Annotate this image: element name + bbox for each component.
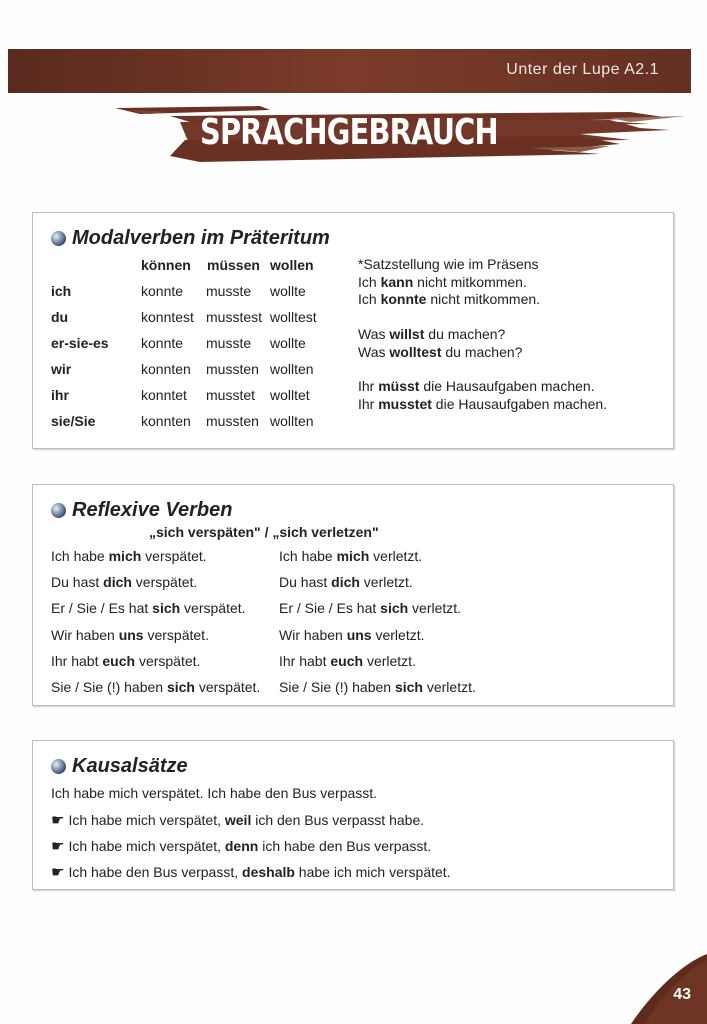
pronoun: sie/Sie [51,413,96,429]
pronoun: ich [51,283,72,299]
reflexive-line: Er / Sie / Es hat sich verspätet. [51,600,246,616]
pronoun: er-sie-es [51,335,109,351]
causal-line: ☛ Ich habe mich verspätet, weil ich den Bus verpasst habe. [51,812,425,829]
pointing-hand-icon: ☛ [51,838,65,855]
pronoun: ihr [51,387,69,403]
col-header: wollen [270,257,314,273]
example-line: Ich konnte nicht mitkommen. [358,291,541,307]
causal-heading-text: Kausalsätze [72,755,188,777]
modal-heading-text: Modalverben im Präteritum [72,227,330,249]
pointing-hand-icon: ☛ [51,812,65,829]
verb-form: musstet [206,387,256,403]
verb-form: wolltest [270,309,317,325]
example-line: Was wolltest du machen? [358,344,523,360]
reflexive-line: Ihr habt euch verletzt. [279,653,416,669]
verb-form: musstest [206,309,263,325]
reflexive-line: Sie / Sie (!) haben sich verletzt. [279,679,476,695]
verb-form: musste [206,283,252,299]
causal-line: ☛ Ich habe mich verspätet, denn ich habe den Bus verpasst. [51,838,432,855]
reflexive-line: Wir haben uns verletzt. [279,627,425,643]
verb-form: mussten [206,361,259,377]
verb-form: konntest [141,309,194,325]
modal-heading [51,227,330,250]
example-line: Ihr musstet die Hausaufgaben machen. [358,396,608,412]
modal-verbs-box [32,212,674,449]
reflexive-heading-text: Reflexive Verben [72,499,233,521]
bullet-icon [51,503,66,518]
verb-form: wollten [270,361,314,377]
verb-form: wollten [270,413,314,429]
causal-clauses-box [32,740,674,890]
header-bar [8,49,691,93]
title-banner [110,100,690,170]
page-number: 43 [673,986,691,1003]
reflexive-line: Du hast dich verspätet. [51,574,198,590]
col-header: können [141,257,191,273]
col-header: müssen [207,257,260,273]
verb-form: konnte [141,283,184,299]
verb-form: konnten [141,413,191,429]
reflexive-line: Ich habe mich verspätet. [51,548,207,564]
reflexive-line: Wir haben uns verspätet. [51,627,209,643]
bullet-icon [51,759,66,774]
reflexive-line: Ich habe mich verletzt. [279,548,423,564]
example-line: Ich kann nicht mitkommen. [358,274,527,290]
verb-form: musste [206,335,252,351]
verb-form: wollte [270,283,306,299]
pointing-hand-icon: ☛ [51,864,65,881]
example-line: Was willst du machen? [358,326,506,342]
causal-line: ☛ Ich habe den Bus verpasst, deshalb habe ich mich verspätet. [51,864,451,881]
verb-form: wolltet [270,387,310,403]
verb-form: konntet [141,387,187,403]
pronoun: du [51,309,69,325]
verb-form: wollte [270,335,306,351]
reflexive-line: Du hast dich verletzt. [279,574,413,590]
verb-form: mussten [206,413,259,429]
syntax-note: *Satzstellung wie im Präsens [358,256,539,272]
example-line: Ihr müsst die Hausaufgaben machen. [358,378,595,394]
reflexive-line: Er / Sie / Es hat sich verletzt. [279,600,462,616]
reflexive-subtitle: „sich verspäten" / „sich verletzen" [149,524,379,540]
reflexive-line: Ihr habt euch verspätet. [51,653,201,669]
page-title: SPRACHGEBRAUCH [200,112,498,153]
pronoun: wir [51,361,72,377]
page-corner [631,954,707,1024]
causal-intro: Ich habe mich verspätet. Ich habe den Bus verpasst. [51,785,378,801]
verb-form: konnte [141,335,184,351]
verb-form: konnten [141,361,191,377]
causal-heading [51,755,188,778]
reflexive-verbs-box [32,484,674,706]
bullet-icon [51,231,66,246]
reflexive-line: Sie / Sie (!) haben sich verspätet. [51,679,261,695]
header-label: Unter der Lupe A2.1 [506,61,659,78]
reflexive-heading [51,499,232,522]
